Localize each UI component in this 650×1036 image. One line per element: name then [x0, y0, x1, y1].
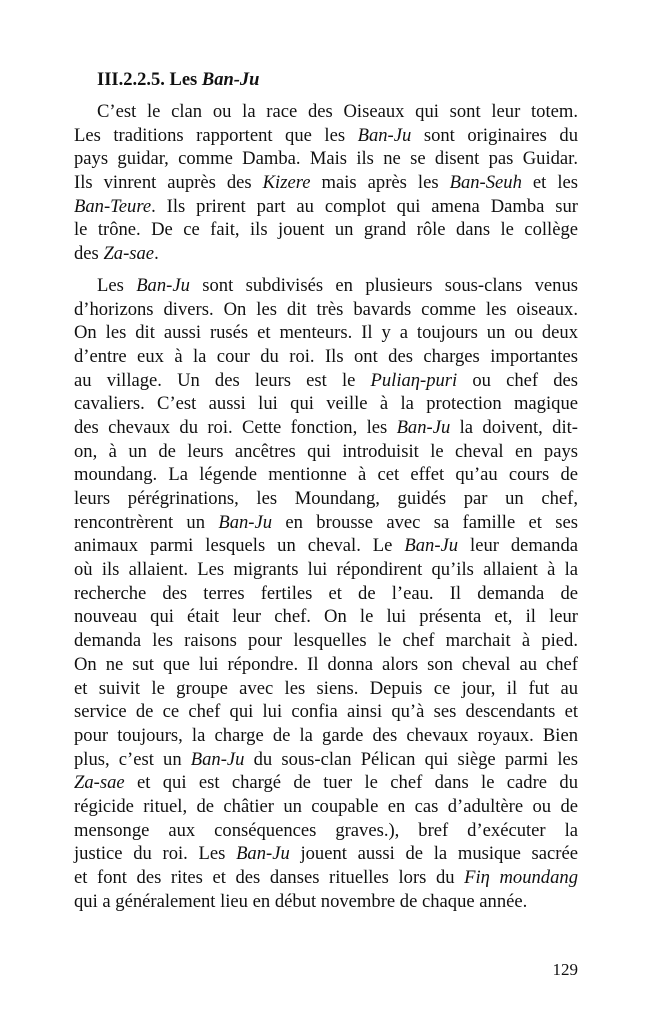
text-segment: et suivit le groupe avec les siens. Depuis ce jour, il fut au — [74, 677, 578, 699]
text-line — [74, 582, 578, 606]
text-segment: On les dit aussi rusés et menteurs. Il y a toujours un ou deux — [74, 322, 578, 344]
text-segment: mensonge aux conséquences graves.), bref d’exécuter la — [74, 819, 578, 841]
italic-term: Ban-Ju — [190, 748, 245, 770]
text-segment: cavaliers. C’est aussi lui qui veille à la protection magique — [74, 393, 578, 415]
text-line — [74, 842, 578, 866]
text-segment: Les — [97, 274, 137, 296]
text-line — [74, 819, 578, 843]
text-line — [74, 463, 578, 487]
text-segment: C’est le clan ou la race des Oiseaux qui sont leur totem. — [97, 101, 578, 122]
text-line — [74, 218, 578, 242]
text-segment: pays guidar, comme Damba. Mais ils ne se disent pas Guidar. — [74, 148, 578, 170]
text-line — [74, 124, 578, 148]
text-line — [74, 653, 578, 677]
page-number: 129 — [552, 960, 578, 979]
text-segment: recherche des terres fertiles et de l’eau. Il demanda de — [74, 582, 578, 604]
text-segment: sont subdivisés en plusieurs sous-clans venus — [189, 274, 578, 296]
text-segment: on, à un de leurs ancêtres qui introduisit le cheval en pays — [74, 440, 578, 462]
text-line — [74, 890, 578, 914]
text-line — [74, 724, 578, 748]
text-segment: plus, c’est un — [74, 748, 191, 770]
italic-term: Ban-Ju — [396, 416, 451, 438]
text-line — [74, 321, 578, 345]
text-segment: jouent aussi de la musique sacrée — [289, 843, 578, 865]
text-line — [74, 100, 578, 124]
text-segment: service de ce chef qui lui confia ainsi qu’à ses descendants et — [74, 701, 578, 723]
italic-term: Za-sae — [74, 772, 125, 794]
text-segment: justice du roi. Les — [74, 843, 237, 865]
text-segment: la doivent, dit- — [450, 416, 578, 438]
text-segment: le trône. De ce fait, ils jouent un grand rôle dans le collège — [74, 219, 578, 241]
text-line — [74, 345, 578, 369]
text-line — [74, 748, 578, 772]
text-segment: demanda les raisons pour lesquelles le chef marchait à pied. — [74, 630, 578, 652]
text-line — [74, 771, 578, 795]
text-segment: régicide rituel, de châtier un coupable en cas d’adultère ou de — [74, 795, 578, 817]
italic-term: Kizere — [262, 172, 311, 194]
text-line — [74, 558, 578, 582]
text-line — [74, 629, 578, 653]
section-title: Ban-Ju — [201, 70, 260, 90]
italic-term: Ban-Ju — [236, 843, 290, 865]
text-line — [74, 487, 578, 511]
text-segment: . — [154, 243, 159, 265]
section-heading — [74, 68, 578, 92]
text-segment: où ils allaient. Les migrants lui répondirent qu’ils allaient à la — [74, 559, 578, 581]
text-line — [74, 416, 578, 440]
text-segment: rencontrèrent un — [74, 511, 219, 533]
text-line — [74, 866, 578, 890]
italic-term: Puliaη-puri — [370, 369, 458, 391]
text-line — [74, 534, 578, 558]
text-segment: et qui est chargé de tuer le chef dans le cadre du — [124, 772, 578, 794]
text-segment: mais après les — [310, 172, 450, 194]
italic-term: Ban-Ju — [357, 124, 412, 146]
text-segment: leur demanda — [458, 535, 578, 557]
text-segment: moundang. La légende mentionne à cet effet qu’au cours de — [74, 464, 578, 486]
italic-term: Ban-Ju — [136, 274, 190, 296]
text-line — [74, 392, 578, 416]
text-segment: On ne sut que lui répondre. Il donna alors son cheval au chef — [74, 653, 578, 675]
italic-term: Ban-Seuh — [449, 172, 522, 194]
text-segment: des chevaux du roi. Cette fonction, les — [74, 416, 397, 438]
text-segment: animaux parmi lesquels un cheval. Le — [74, 535, 405, 557]
text-line — [74, 369, 578, 393]
italic-term: Ban-Ju — [218, 511, 273, 533]
italic-term: Ban-Teure — [74, 195, 152, 217]
text-line — [74, 700, 578, 724]
italic-term: Ban-Ju — [404, 535, 459, 557]
text-segment: pour toujours, la charge de la garde des chevaux royaux. Bien — [74, 724, 578, 746]
body-text — [74, 100, 578, 913]
text-line — [74, 274, 578, 298]
text-line — [74, 298, 578, 322]
text-segment: qui a généralement lieu en début novembre de chaque année. — [74, 890, 528, 912]
text-segment: en brousse avec sa famille et ses — [272, 511, 578, 533]
text-segment: du sous-clan Pélican qui siège parmi les — [244, 748, 578, 770]
text-line — [74, 147, 578, 171]
paragraph — [74, 274, 578, 914]
text-line — [74, 511, 578, 535]
text-segment: et les — [521, 172, 578, 194]
text-segment: . Ils prirent part au complot qui amena Damba sur — [151, 195, 578, 217]
text-segment: d’horizons divers. On les dit très bavards comme les oiseaux. — [74, 298, 578, 320]
text-segment: leurs pérégrinations, les Moundang, guidés par un chef, — [74, 488, 578, 509]
text-line — [74, 195, 578, 219]
text-segment: d’entre eux à la cour du roi. Ils ont des charges importantes — [74, 345, 578, 367]
text-segment: et font des rites et des danses rituelles lors du — [74, 867, 465, 888]
text-segment: sont originaires du — [411, 124, 578, 146]
text-segment: au village. Un des leurs est le — [74, 369, 371, 391]
section-number: III.2.2.5. Les — [97, 70, 202, 90]
text-line — [74, 605, 578, 629]
italic-term: Fiη moundang — [464, 867, 578, 888]
text-line — [74, 242, 578, 266]
text-line — [74, 440, 578, 464]
text-line — [74, 171, 578, 195]
page-body — [74, 68, 578, 921]
italic-term: Za-sae — [103, 243, 155, 265]
text-segment: Les traditions rapportent que les — [74, 124, 358, 146]
text-line — [74, 677, 578, 701]
text-segment: nouveau qui était leur chef. On le lui présenta et, il leur — [74, 606, 578, 628]
text-segment: ou chef des — [457, 369, 578, 391]
text-line — [74, 795, 578, 819]
text-segment: des — [74, 243, 104, 265]
paragraph — [74, 100, 578, 266]
text-segment: Ils vinrent auprès des — [74, 172, 263, 194]
